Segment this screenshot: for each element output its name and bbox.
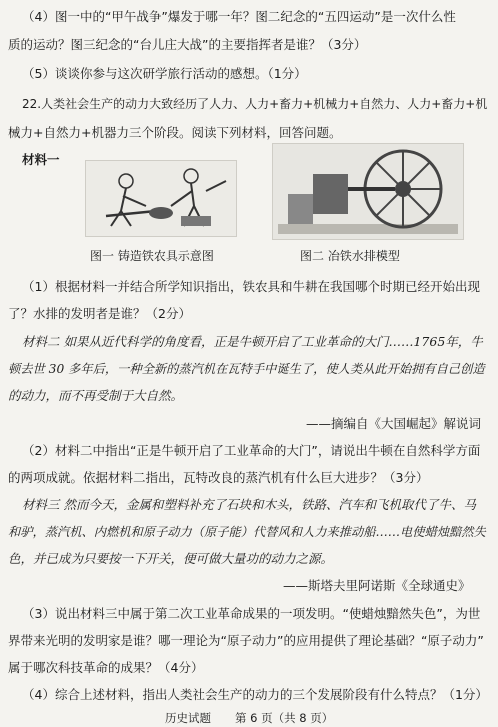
q22-3-line-2: 界带来光明的发明家是谁？哪一理论为“原子动力”的应用提供了理论基础？“原子动力” bbox=[8, 633, 484, 648]
material3-line-1: 材料三 然而今天，金属和塑料补充了石块和木头，铁路、汽车和飞机取代了牛、马 bbox=[22, 497, 476, 512]
q22-2-line-1: （2）材料二中指出“正是牛顿开启了工业革命的大门”，请说出牛顿在自然科学方面 bbox=[22, 443, 481, 458]
figure1-caption: 图一 铸造铁农具示意图 bbox=[90, 249, 214, 263]
q22-intro-line-1: 22.人类社会生产的动力大致经历了人力、人力+畜力+机械力+自然力、人力+畜力+机 bbox=[22, 97, 488, 111]
material3-line-2: 和驴，蒸汽机、内燃机和原子动力（原子能）代替风和人力来推动船……电使蜡烛黯然失 bbox=[8, 525, 486, 539]
q22-2-line-2: 的两项成就。依据材料二指出，瓦特改良的蒸汽机有什么巨大进步？（3分） bbox=[8, 470, 429, 485]
material2-line-1: 材料二 如果从近代科学的角度看，正是牛顿开启了工业革命的大门……1765年，牛 bbox=[22, 334, 483, 349]
material2-line-2: 顿去世 30 多年后，一种全新的蒸汽机在瓦特手中诞生了，使人类从此开始拥有自己创造 bbox=[8, 362, 485, 376]
figure2-illustration bbox=[272, 143, 464, 240]
material2-line-3: 的动力，而不再受制于大自然。 bbox=[8, 388, 184, 403]
figure2-caption: 图二 冶铁水排模型 bbox=[300, 249, 400, 263]
q22-4-line: （4）综合上述材料，指出人类社会生产的动力的三个发展阶段有什么特点？（1分） bbox=[22, 687, 488, 702]
material3-line-3: 色，并已成为只要按一下开关，便可做大量功的动力之源。 bbox=[8, 551, 334, 566]
q22-intro-line-2: 械力+自然力+机器力三个阶段。阅读下列材料，回答问题。 bbox=[8, 125, 342, 140]
q22-1-line-1: （1）根据材料一并结合所学知识指出，铁农具和牛耕在我国哪个时期已经开始出现 bbox=[22, 279, 480, 294]
q22-1-line-2: 了？水排的发明者是谁？（2分） bbox=[8, 306, 191, 321]
q22-3-line-1: （3）说出材料三中属于第二次工业革命成果的一项发明。“使蜡烛黯然失色”，为世 bbox=[22, 606, 481, 621]
q22-3-line-3: 属于哪次科技革命的成果？（4分） bbox=[8, 660, 204, 675]
q5-line: （5）谈谈你参与这次研学旅行活动的感想。（1分） bbox=[22, 66, 307, 81]
footer-page-number: 第 6 页（共 8 页） bbox=[235, 711, 334, 725]
material1-label: 材料一 bbox=[22, 152, 60, 167]
material3-source: ——斯塔夫里阿诺斯《全球通史》 bbox=[283, 578, 471, 593]
figure1-illustration bbox=[85, 160, 237, 237]
q4-line-1: （4）图一中的“甲午战争”爆发于哪一年？图二纪念的“五四运动”是一次什么性 bbox=[22, 9, 456, 24]
q4-line-2: 质的运动？图三纪念的“台儿庄大战”的主要指挥者是谁？（3分） bbox=[8, 37, 367, 52]
material2-source: ——摘编自《大国崛起》解说词 bbox=[306, 416, 482, 431]
casting-workers-illustration bbox=[86, 161, 236, 236]
footer-subject: 历史试题 bbox=[165, 711, 211, 725]
water-bellows-illustration bbox=[273, 144, 463, 239]
